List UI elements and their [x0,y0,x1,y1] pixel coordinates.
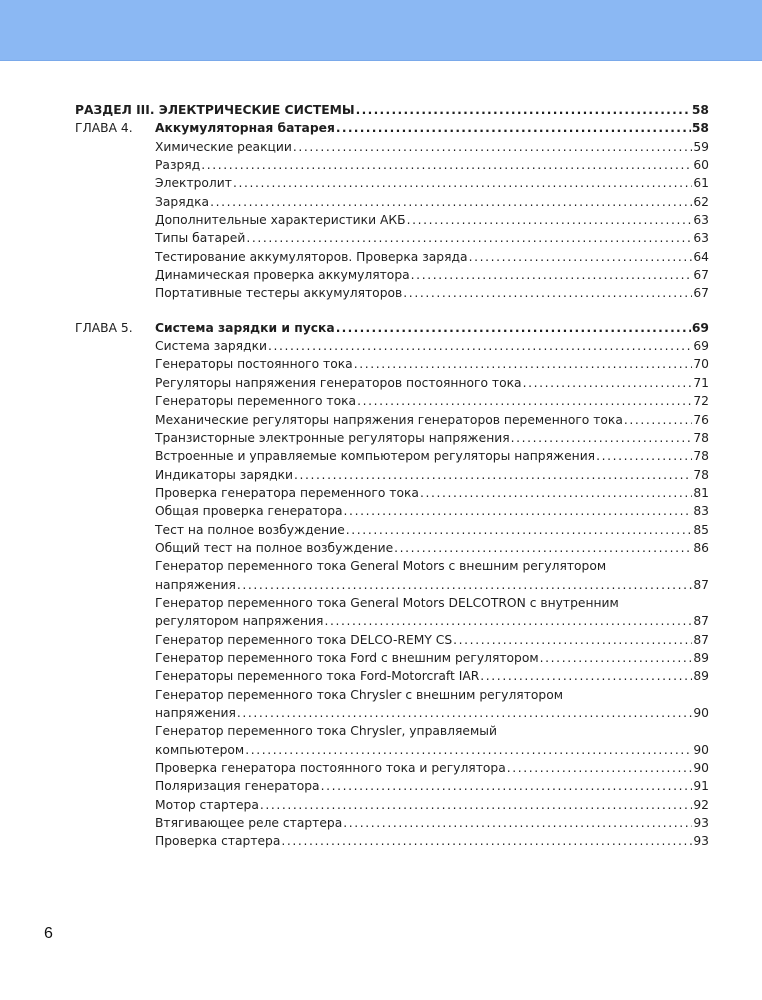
toc-entry[interactable] [75,447,709,465]
entry-title: Регуляторы напряжения генераторов постоянного тока [155,375,522,390]
toc-chapter-row[interactable] [75,319,709,337]
leader-dots [281,832,692,850]
leader-dots [511,429,693,447]
leader-dots [245,741,692,759]
table-of-contents [75,101,709,851]
entry-page: 90 [693,706,709,720]
entry-page: 87 [693,614,709,629]
toc-entry[interactable] [75,484,709,502]
toc-entry[interactable] [75,832,709,850]
toc-entry[interactable] [75,576,709,594]
entry-page: 62 [693,194,709,209]
entry-page: 81 [693,485,709,500]
toc-entry[interactable] [75,337,709,355]
page-number: 6 [44,925,53,942]
leader-dots [246,229,692,247]
leader-dots [346,521,693,539]
entry-page: 87 [693,632,709,647]
leader-dots [268,337,692,355]
leader-dots [523,374,693,392]
entry-title-line1: Генератор переменного тока Chrysler с внешним регулятором [155,687,564,702]
leader-dots [407,211,693,229]
toc-entry[interactable] [75,667,709,685]
toc-entry[interactable] [75,466,709,484]
section-title: РАЗДЕЛ III. ЭЛЕКТРИЧЕСКИЕ СИСТЕМЫ [75,103,355,117]
chapter-page: 58 [691,121,709,136]
entry-title: Проверка стартера [155,834,281,849]
toc-entry[interactable] [75,392,709,410]
toc-entry[interactable] [75,649,709,667]
toc-entry[interactable] [75,229,709,247]
entry-title: Генератор переменного тока DELCO-REMY CS [155,632,453,647]
leader-dots [321,777,693,795]
toc-entry[interactable] [75,704,709,722]
toc-entry[interactable] [75,814,709,832]
toc-entry-line1[interactable] [75,594,709,612]
leader-dots [596,447,692,465]
entry-page: 63 [693,231,709,246]
chapter-gap [75,303,709,319]
entry-page: 67 [693,268,709,283]
entry-page: 85 [693,522,709,537]
entry-page: 93 [693,834,709,849]
leader-dots [336,119,691,137]
leader-dots [344,502,693,520]
toc-entry[interactable] [75,411,709,429]
toc-entry[interactable] [75,266,709,284]
entry-title: Проверка генератора переменного тока [155,485,419,500]
entry-page: 59 [693,139,709,154]
toc-entry[interactable] [75,759,709,777]
entry-title: Поляризация генератора [155,779,320,794]
entry-title: Система зарядки [155,339,267,354]
entry-title: напряжения [155,706,236,720]
leader-dots [324,612,692,630]
entry-page: 92 [693,797,709,812]
entry-title: Встроенные и управляемые компьютером регуляторы напряжения [155,449,596,464]
entry-page: 69 [693,339,709,354]
entry-title-line1: Генератор переменного тока General Motors DELCOTRON с внутренним [155,595,619,610]
toc-entry-line1[interactable] [75,557,709,575]
leader-dots [237,576,692,594]
toc-entry[interactable] [75,284,709,302]
leader-dots [420,484,692,502]
entry-title: Химические реакции [155,139,292,154]
entry-title-line1: Генератор переменного тока Chrysler, управляемый [155,724,497,739]
entry-title: Мотор стартера [155,797,259,812]
toc-entry[interactable] [75,248,709,266]
entry-page: 72 [693,394,709,409]
leader-dots [480,667,692,685]
leader-dots [453,631,692,649]
leader-dots [356,101,691,119]
entry-title: Портативные тестеры аккумуляторов [155,286,403,301]
entry-title: Динамическая проверка аккумулятора [155,268,410,283]
entry-title: Разряд [155,158,201,173]
leader-dots [343,814,692,832]
entry-title: Генераторы постоянного тока [155,357,353,372]
toc-section-row[interactable] [75,101,709,119]
entry-title: напряжения [155,577,236,592]
leader-dots [394,539,692,557]
entry-page: 60 [693,158,709,173]
leader-dots [624,411,692,429]
header-band [0,0,762,61]
toc-entry[interactable] [75,612,709,630]
entry-page: 78 [693,467,709,482]
toc-entry[interactable] [75,138,709,156]
toc-entry[interactable] [75,502,709,520]
toc-entry[interactable] [75,355,709,373]
entry-title: Дополнительные характеристики АКБ [155,213,406,228]
toc-entry-line1[interactable] [75,686,709,704]
entry-page: 89 [693,650,709,665]
chapter-title: Система зарядки и пуска [155,320,335,335]
entry-page: 90 [693,742,709,757]
entry-title: Генераторы переменного тока Ford-Motorcraft IAR [155,669,480,684]
leader-dots [540,649,693,667]
entry-title: Тест на полное возбуждение [155,522,345,537]
entry-page: 63 [693,213,709,228]
leader-dots [201,156,692,174]
leader-dots [260,796,692,814]
entry-title: компьютером [155,742,245,757]
toc-entry-line1[interactable] [75,722,709,740]
toc-entry[interactable] [75,631,709,649]
chapter-label: ГЛАВА 4. [75,121,133,136]
toc-entry[interactable] [75,796,709,814]
entry-page: 78 [693,430,709,445]
entry-title: Генератор переменного тока Ford с внешним регулятором [155,650,539,665]
entry-title: Тестирование аккумуляторов. Проверка заряда [155,249,468,264]
toc-entry[interactable] [75,741,709,759]
toc-entry[interactable] [75,174,709,192]
entry-title: Транзисторные электронные регуляторы напряжения [155,430,510,445]
entry-title: Индикаторы зарядки [155,467,294,482]
entry-page: 89 [693,669,709,684]
leader-dots [507,759,693,777]
chapter-label: ГЛАВА 5. [75,320,133,335]
toc-entry[interactable] [75,193,709,211]
entry-title: Общий тест на полное возбуждение [155,540,394,555]
leader-dots [354,355,693,373]
entry-page: 78 [693,449,709,464]
entry-title: Втягивающее реле стартера [155,816,343,831]
toc-chapter-row[interactable] [75,119,709,137]
entry-page: 93 [693,816,709,831]
toc-entry[interactable] [75,211,709,229]
leader-dots [403,284,692,302]
leader-dots [210,193,692,211]
entry-title: Зарядка [155,194,210,209]
leader-dots [294,466,692,484]
leader-dots [336,319,691,337]
entry-title: Генераторы переменного тока [155,394,357,409]
leader-dots [237,704,692,722]
leader-dots [469,248,693,266]
leader-dots [357,392,692,410]
entry-page: 76 [693,412,709,427]
entry-page: 87 [693,577,709,592]
entry-page: 86 [693,540,709,555]
toc-entry[interactable] [75,777,709,795]
toc-entry[interactable] [75,521,709,539]
leader-dots [233,174,692,192]
entry-page: 64 [693,249,709,264]
chapter-page: 69 [691,320,709,335]
entry-title: Электролит [155,176,232,191]
section-page: 58 [691,103,709,117]
entry-title: Общая проверка генератора [155,504,343,519]
entry-title: Механические регуляторы напряжения генераторов переменного тока [155,412,623,427]
entry-title: Проверка генератора постоянного тока и регулятора [155,761,506,776]
entry-page: 71 [693,375,709,390]
leader-dots [293,138,692,156]
leader-dots [411,266,693,284]
entry-page: 83 [693,504,709,519]
entry-title: регулятором напряжения [155,614,324,629]
entry-page: 91 [693,779,709,794]
toc-entry[interactable] [75,374,709,392]
toc-entry[interactable] [75,429,709,447]
entry-title-line1: Генератор переменного тока General Motors с внешним регулятором [155,559,607,574]
entry-page: 67 [693,286,709,301]
entry-page: 61 [693,176,709,191]
entry-title: Типы батарей [155,231,246,246]
chapter-title: Аккумуляторная батарея [155,121,335,136]
toc-entry[interactable] [75,539,709,557]
toc-entry[interactable] [75,156,709,174]
entry-page: 90 [693,761,709,776]
entry-page: 70 [693,357,709,372]
